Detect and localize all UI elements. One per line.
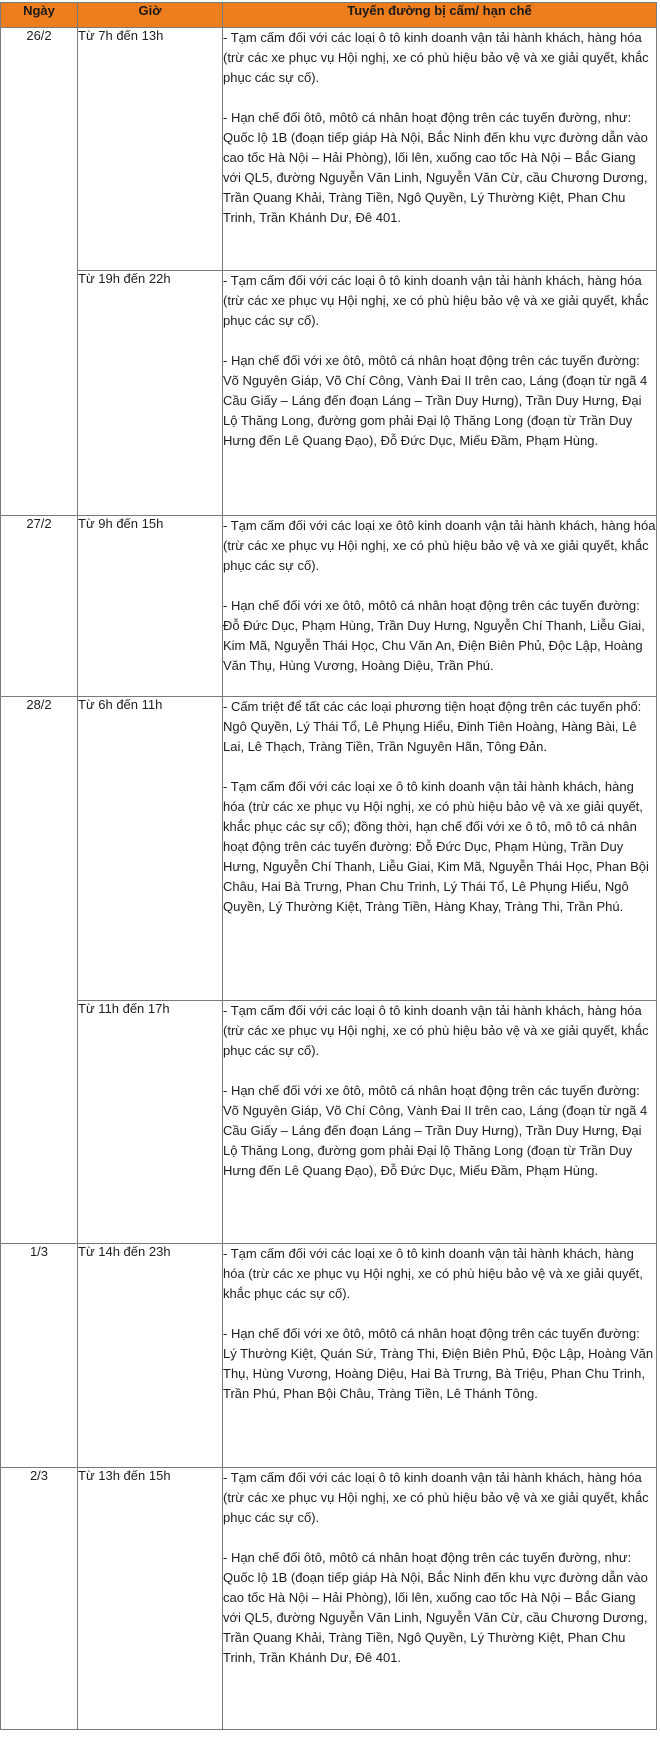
rule-cell <box>223 1001 657 1244</box>
day-cell: 28/2 <box>1 697 78 1244</box>
time-cell: Từ 11h đến 17h <box>78 1001 223 1244</box>
day-cell: 27/2 <box>1 516 78 697</box>
table-header-row <box>1 3 657 28</box>
rule-paragraph: - Tạm cấm đối với các loại ô tô kinh doanh vận tải hành khách, hàng hóa (trừ các xe phục vụ Hội nghị, xe có phù hiệu bảo vệ và xe giải quyết, khắc phục các sự cố). <box>223 273 649 328</box>
rule-paragraph: - Hạn chế đối với xe ôtô, môtô cá nhân hoạt động trên các tuyến đường: Đỗ Đức Dục, Phạm Hùng, Trần Duy Hưng, Nguyễn Chí Thanh, Liễu Giai, Kim Mã, Nguyễn Thái Học, Chu Văn An, Điện Biên Phủ, Độc Lập, Hoàng Văn Thụ, Hùng Vương, Hoàng Diệu, Trần Phú. <box>223 598 645 673</box>
rule-paragraph: - Tạm cấm đối với các loại ô tô kinh doanh vận tải hành khách, hàng hóa (trừ các xe phục vụ Hội nghị, xe có phù hiệu bảo vệ và xe giải quyết, khắc phục các sự cố). <box>223 30 649 85</box>
time-cell: Từ 7h đến 13h <box>78 28 223 271</box>
rule-paragraph: - Hạn chế đối với xe ôtô, môtô cá nhân hoạt động trên các tuyến đường: Võ Nguyên Giáp, Võ Chí Công, Vành Đai II trên cao, Láng (đoạn từ ngã 4 Cầu Giấy – Láng đến đoạn Láng – Trần Duy Hưng), Trần Duy Hưng, Đại Lộ Thăng Long, đường gom phải Đại lộ Thăng Long (đoạn từ Trần Duy Hưng đến Lê Quang Đạo), Đỗ Đức Dục, Miếu Đầm, Phạm Hùng. <box>223 353 648 448</box>
time-cell: Từ 9h đến 15h <box>78 516 223 697</box>
table-row <box>1 271 657 516</box>
rule-cell <box>223 697 657 1001</box>
rule-paragraph: - Tạm cấm đối với các loại ô tô kinh doanh vận tải hành khách, hàng hóa (trừ các xe phục vụ Hội nghị, xe có phù hiệu bảo vệ và xe giải quyết, khắc phục các sự cố). <box>223 1003 649 1058</box>
time-cell: Từ 14h đến 23h <box>78 1244 223 1468</box>
rule-paragraph: - Tạm cấm đối với các loại ô tô kinh doanh vận tải hành khách, hàng hóa (trừ các xe phục vụ Hội nghị, xe có phù hiệu bảo vệ và xe giải quyết, khắc phục các sự cố). <box>223 1470 649 1525</box>
traffic-restriction-table <box>0 2 657 1730</box>
day-cell: 2/3 <box>1 1468 78 1730</box>
header-time: Giờ <box>78 3 223 28</box>
table-row <box>1 697 657 1001</box>
rule-paragraph: - Cấm triệt để tất các các loại phương tiện hoạt động trên các tuyến phố: Ngô Quyền, Lý Thái Tổ, Lê Phụng Hiểu, Đinh Tiên Hoàng, Hàng Bài, Lê Lai, Lê Thạch, Tràng Tiền, Trần Nguyên Hãn, Tông Đản. <box>223 699 642 754</box>
table-row <box>1 28 657 271</box>
rule-paragraph: - Tạm cấm đối với các loại xe ô tô kinh doanh vận tải hành khách, hàng hóa (trừ các xe phục vụ Hội nghị, xe có phù hiệu bảo vệ và xe giải quyết, khắc phục các sự cố); đồng thời, hạn chế đối với xe ô tô, mô tô cá nhân hoạt động trên các tuyến đường: Đỗ Đức Dục, Phạm Hùng, Trần Duy Hưng, Nguyễn Chí Thanh, Liễu Giai, Kim Mã, Nguyễn Thái Học, Phan Bội Châu, Hai Bà Trưng, Phan Chu Trinh, Lý Thái Tổ, Lê Phụng Hiểu, Ngô Quyền, Lý Thường Kiệt, Tràng Tiền, Hàng Khay, Tràng Thi, Trần Phú. <box>223 779 649 914</box>
rule-paragraph: - Hạn chế đối với xe ôtô, môtô cá nhân hoạt động trên các tuyến đường: Lý Thường Kiệt, Quán Sứ, Tràng Thi, Điện Biên Phủ, Độc Lập, Hoàng Văn Thụ, Hùng Vương, Hoàng Diệu, Hai Bà Trưng, Bà Triệu, Phan Chu Trinh, Trần Phú, Phan Bội Châu, Tràng Tiền, Lê Thánh Tông. <box>223 1326 654 1401</box>
time-cell: Từ 6h đến 11h <box>78 697 223 1001</box>
rule-cell <box>223 1244 657 1468</box>
day-cell: 1/3 <box>1 1244 78 1468</box>
table-row <box>1 516 657 697</box>
time-cell: Từ 13h đến 15h <box>78 1468 223 1730</box>
rule-paragraph: - Tạm cấm đối với các loại xe ôtô kinh doanh vận tải hành khách, hàng hóa (trừ các xe phục vụ Hội nghị, xe có phù hiệu bảo vệ và xe giải quyết, khắc phục các sự cố). <box>223 518 656 573</box>
rule-cell <box>223 516 657 697</box>
rule-paragraph: - Hạn chế đối ôtô, môtô cá nhân hoạt động trên các tuyến đường, như: Quốc lộ 1B (đoạn tiếp giáp Hà Nội, Bắc Ninh đến khu vực đường dẫn vào cao tốc Hà Nội – Hải Phòng), lối lên, xuống cao tốc Hà Nội – Bắc Giang với QL5, đường Nguyễn Văn Linh, Nguyễn Văn Cừ, cầu Chương Dương, Trần Quang Khải, Tràng Tiền, Ngô Quyền, Lý Thường Kiệt, Phan Chu Trinh, Trần Khánh Dư, Đê 401. <box>223 1550 648 1665</box>
rule-cell <box>223 28 657 271</box>
table-row <box>1 1244 657 1468</box>
time-cell: Từ 19h đến 22h <box>78 271 223 516</box>
rule-paragraph: - Hạn chế đối với xe ôtô, môtô cá nhân hoạt động trên các tuyến đường: Võ Nguyên Giáp, Võ Chí Công, Vành Đai II trên cao, Láng (đoạn từ ngã 4 Cầu Giấy – Láng đến đoạn Láng – Trần Duy Hưng), Trần Duy Hưng, Đại Lộ Thăng Long, đường gom phải Đại lộ Thăng Long (đoạn từ Trần Duy Hưng đến Lê Quang Đạo), Đỗ Đức Dục, Miếu Đầm, Phạm Hùng. <box>223 1083 648 1178</box>
rule-cell <box>223 271 657 516</box>
day-cell: 26/2 <box>1 28 78 516</box>
table-row <box>1 1468 657 1730</box>
rule-paragraph: - Tạm cấm đối với các loại xe ô tô kinh doanh vận tải hành khách, hàng hóa (trừ các xe phục vụ Hội nghị, xe có phù hiệu bảo vệ và xe giải quyết, khắc phục các sự cố). <box>223 1246 643 1301</box>
table-row <box>1 1001 657 1244</box>
header-route: Tuyến đường bị cấm/ hạn chế <box>223 3 657 28</box>
rule-cell <box>223 1468 657 1730</box>
rule-paragraph: - Hạn chế đối ôtô, môtô cá nhân hoạt động trên các tuyến đường, như: Quốc lộ 1B (đoạn tiếp giáp Hà Nội, Bắc Ninh đến khu vực đường dẫn vào cao tốc Hà Nội – Hải Phòng), lối lên, xuống cao tốc Hà Nội – Bắc Giang với QL5, đường Nguyễn Văn Linh, Nguyễn Văn Cừ, cầu Chương Dương, Trần Quang Khải, Tràng Tiền, Ngô Quyền, Lý Thường Kiệt, Phan Chu Trinh, Trần Khánh Dư, Đê 401. <box>223 110 648 225</box>
header-day: Ngày <box>1 3 78 28</box>
